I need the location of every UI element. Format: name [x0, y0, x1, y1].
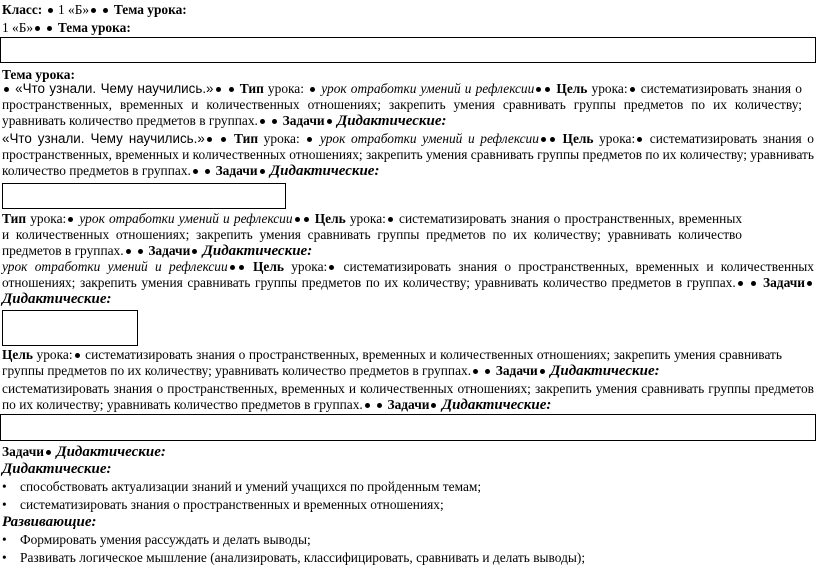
bullet-icon: [365, 403, 370, 408]
bullet-icon: [327, 119, 332, 124]
bullet-icon: [329, 265, 334, 270]
type-value: урок отработки умений и рефлексии: [2, 259, 228, 274]
tasks-label: Задачи: [495, 363, 538, 378]
bullet-icon: [68, 217, 73, 222]
tasks-label: Задачи: [387, 397, 430, 412]
topic-label: Тема урока:: [113, 2, 187, 17]
paragraph-e: [2, 347, 782, 379]
topic-heading: Тема урока:: [2, 67, 75, 82]
goal-text: систематизировать знания о пространственных, временных и количественных отношениях; закрепить умения сравнивать группы предметов по их количеству; уравнивать количество предметов в группах.: [2, 347, 783, 378]
type-value: урок отработки умений и рефлексии: [79, 211, 293, 226]
lesson-title: «Что узнали. Чему научились.»: [15, 81, 214, 96]
bullet-icon: [103, 8, 108, 13]
goal-label: Цель: [556, 81, 588, 96]
type-value: урок отработки умений и рефлексии: [321, 81, 535, 96]
list-item: • способствовать актуализации знаний и умений учащихся по пройденным темам;: [2, 478, 802, 496]
type-label: Тип: [234, 131, 259, 146]
didactic-label: Дидактические:: [269, 163, 380, 179]
bullet-icon: [540, 369, 545, 374]
list-item: • Формировать умения рассуждать и делать выводы;: [2, 531, 802, 549]
bullet-icon: [91, 8, 96, 13]
tasks-line: [2, 444, 166, 460]
bullet-icon: [295, 217, 300, 222]
bullet-icon: [272, 119, 277, 124]
header-class-row-repeat: [2, 20, 131, 36]
tasks-label: Задачи: [148, 243, 191, 258]
paragraph-a: [2, 81, 802, 129]
tasks-label: Задачи: [763, 275, 805, 290]
type-label: Тип: [239, 81, 264, 96]
bullet-icon: [205, 169, 210, 174]
bullet-icon: [307, 137, 312, 142]
bullet-icon: [207, 137, 212, 142]
bullet-icon: [807, 281, 812, 286]
bullet-icon: [377, 403, 382, 408]
tasks-label: Задачи: [282, 113, 325, 128]
class-value: 1 «Б»: [57, 2, 90, 17]
bullet-icon: [751, 281, 756, 286]
goal-suffix: урока:: [599, 131, 636, 146]
topic-label: Тема урока:: [57, 20, 131, 35]
didactic-label: Дидактические:: [441, 397, 552, 413]
didactic-label: Дидактические:: [56, 444, 166, 460]
goal-label: Цель: [2, 347, 33, 362]
bullet-icon: [260, 169, 265, 174]
goal-text: систематизировать знания о пространственных, временных и количественных отношениях; закрепить умения сравнивать группы предметов по их количеству; уравнивать количество предметов в группах.: [2, 381, 814, 412]
list-item: • Развивать логическое мышление (анализировать, классифицировать, сравнивать и делать выводы);: [2, 549, 802, 567]
bullet-icon: [35, 26, 40, 31]
class-label: Класс:: [2, 2, 43, 17]
goal-text: систематизировать знания о пространственных, временных и количественных отношениях; закрепить умения сравнивать группы предметов по их количеству; уравнивать количество предметов в группах.: [2, 81, 802, 128]
goal-text: систематизировать знания о пространственных, временных и количественных отношениях; закрепить умения сравнивать группы предметов по их количеству; уравнивать количество предметов в группах.: [2, 259, 814, 290]
goal-label: Цель: [562, 131, 594, 146]
bullet-icon: [230, 265, 235, 270]
goal-label: Цель: [314, 211, 346, 226]
paragraph-c: [2, 211, 742, 259]
type-suffix: урока:: [263, 131, 300, 146]
bullet-icon: [221, 137, 226, 142]
developing-list: [2, 531, 802, 567]
bullet-icon: [310, 87, 315, 92]
bullet-icon: [46, 450, 51, 455]
bullet-icon: [193, 169, 198, 174]
didactic-label: Дидактические:: [2, 291, 112, 307]
lesson-title: «Что узнали. Чему научились.»: [2, 131, 205, 146]
list-item: • систематизировать знания о пространственных и временных отношениях;: [2, 496, 802, 514]
paragraph-b: [2, 131, 814, 179]
bullet-icon: [541, 137, 546, 142]
paragraph-d: [2, 259, 814, 307]
didactic-label: Дидактические:: [202, 243, 313, 259]
bullet-icon: [126, 249, 131, 254]
bullet-icon: [48, 8, 53, 13]
bullet-icon: [260, 119, 265, 124]
didactic-label: Дидактические:: [336, 113, 447, 129]
topic-field-box: [0, 37, 816, 63]
didactic-heading: Дидактические:: [2, 461, 112, 477]
bullet-icon: [738, 281, 743, 286]
bullet-icon: [630, 87, 635, 92]
class-value: 1 «Б»: [2, 20, 34, 35]
type-value: урок отработки умений и рефлексии: [319, 131, 539, 146]
bullet-icon: [473, 369, 478, 374]
goal-field-box: [2, 310, 138, 346]
type-suffix: урока:: [30, 211, 67, 226]
tasks-label: Задачи: [2, 444, 44, 459]
developing-heading: Развивающие:: [2, 514, 97, 530]
goal-suffix: урока:: [349, 211, 386, 226]
goal-suffix: урока:: [291, 259, 328, 274]
type-field-box: [2, 183, 286, 209]
goal-suffix: урока:: [591, 81, 628, 96]
bullet-icon: [239, 265, 244, 270]
type-suffix: урока:: [267, 81, 304, 96]
bullet-icon: [47, 26, 52, 31]
tasks-label: Задачи: [215, 163, 258, 178]
bullet-icon: [229, 87, 234, 92]
goal-label: Цель: [252, 259, 284, 274]
header-class-row: [2, 2, 187, 18]
bullet-icon: [138, 249, 143, 254]
bullet-icon: [550, 137, 555, 142]
goal-text: систематизировать знания о пространственных, временных и количественных отношениях; закрепить умения сравнивать группы предметов по их количеству; уравнивать количество предметов в группах.: [2, 131, 814, 178]
bullet-icon: [304, 217, 309, 222]
bullet-icon: [485, 369, 490, 374]
goal-suffix: урока:: [36, 347, 73, 362]
tasks-field-box: [0, 414, 816, 441]
goal-text: систематизировать знания о пространственных, временных и количественных отношениях; закрепить умения сравнивать группы предметов по их количеству; уравнивать количество предметов в группах.: [2, 211, 743, 258]
bullet-icon: [637, 137, 642, 142]
bullet-icon: [75, 353, 80, 358]
type-label: Тип: [2, 211, 27, 226]
bullet-icon: [431, 403, 436, 408]
bullet-icon: [216, 87, 221, 92]
bullet-icon: [4, 87, 9, 92]
bullet-icon: [536, 87, 541, 92]
bullet-icon: [545, 87, 550, 92]
bullet-icon: [388, 217, 393, 222]
didactic-list: [2, 478, 802, 514]
bullet-icon: [192, 249, 197, 254]
paragraph-f: [2, 381, 814, 413]
didactic-label: Дидактические:: [550, 363, 660, 379]
